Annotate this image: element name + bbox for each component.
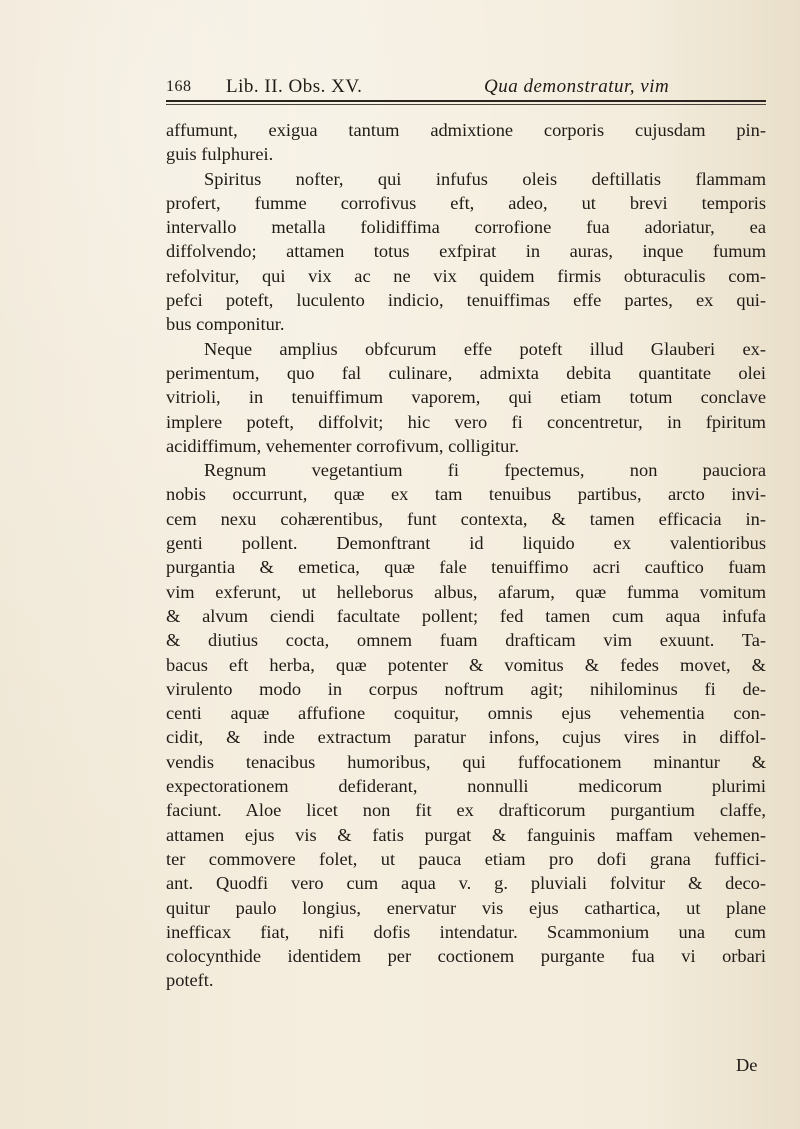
text-line: bacus eft herba, quæ potenter & vomitus & fedes movet, & — [166, 654, 766, 675]
text-line: attamen ejus vis & fatis purgat & fanguinis maffam vehemen- — [166, 824, 766, 845]
running-title-italic: Qua demonstratur, vim — [484, 76, 670, 97]
text-line: quitur paulo longius, enervatur vis ejus cathartica, ut plane — [166, 897, 766, 918]
header-rule — [166, 100, 766, 102]
text-line: virulento modo in corpus noftrum agit; nihilominus fi de- — [166, 678, 766, 699]
text-line: & alvum ciendi facultate pollent; fed tamen cum aqua infufa — [166, 605, 766, 626]
text-line: vim exferunt, ut helleborus albus, afarum, quæ fumma vomitum — [166, 581, 766, 602]
text-line: colocynthide identidem per coctionem purgante fua vi orbari — [166, 946, 766, 967]
text-line: pefci poteft, luculento indicio, tenuiffimas effe partes, ex qui- — [166, 290, 766, 311]
text-line: acidiffimum, vehementer corrofivum, colligitur. — [166, 435, 520, 456]
text-line: Regnum vegetantium fi fpectemus, non pauciora — [204, 460, 766, 481]
text-line: bus componitur. — [166, 314, 285, 335]
text-line: cidit, & inde extractum paratur infons, cujus vires in diffol- — [166, 727, 766, 748]
catchword: De — [736, 1055, 758, 1075]
text-line: profert, fumme corrofivus eft, adeo, ut brevi temporis — [166, 192, 766, 213]
text-line: perimentum, quo fal culinare, admixta debita quantitate olei — [166, 362, 766, 383]
text-line: ant. Quodfi vero cum aqua v. g. pluviali folvitur & deco- — [166, 873, 766, 894]
text-line: implere poteft, diffolvit; hic vero fi concentretur, in fpiritum — [166, 411, 766, 432]
text-line: diffolvendo; attamen totus exfpirat in auras, inque fumum — [166, 241, 766, 262]
text-line: ter commovere folet, ut pauca etiam pro dofi grana fuffici- — [166, 848, 766, 869]
text-line: affumunt, exigua tantum admixtione corporis cujusdam pin- — [166, 120, 766, 140]
text-line: cem nexu cohærentibus, funt contexta, & tamen efficacia in- — [166, 508, 766, 529]
header-rule-thin — [166, 104, 766, 105]
text-line: centi aquæ affufione coquitur, omnis ejus vehementia con- — [166, 703, 766, 724]
text-line: expectorationem defiderant, nonnulli medicorum plurimi — [166, 776, 766, 797]
text-line: guis fulphurei. — [166, 144, 274, 165]
body-text — [166, 118, 766, 993]
text-line: Spiritus nofter, qui infufus oleis deftillatis flammam — [204, 168, 766, 189]
text-line: vitrioli, in tenuiffimum vaporem, qui etiam totum conclave — [166, 387, 766, 408]
text-line: inefficax fiat, nifi dofis intendatur. Scammonium una cum — [166, 921, 766, 942]
page-number: 168 — [166, 78, 192, 95]
text-line: intervallo metalla folidiffima corrofione fua adoriatur, ea — [166, 217, 766, 238]
text-line: poteft. — [166, 970, 214, 991]
page-header — [166, 72, 766, 100]
text-line: & diutius cocta, omnem fuam drafticam vim exuunt. Ta- — [166, 630, 766, 651]
text-line: faciunt. Aloe licet non fit ex drafticorum purgantium claffe, — [166, 800, 766, 821]
text-line: Neque amplius obfcurum effe poteft illud Glauberi ex- — [204, 338, 766, 359]
text-line: refolvitur, qui vix ac ne vix quidem firmis obturaculis com- — [166, 265, 766, 286]
text-line: nobis occurrunt, quæ ex tam tenuibus partibus, arcto invi- — [166, 484, 766, 505]
text-line: vendis tenacibus humoribus, qui fuffocationem minantur & — [166, 751, 766, 772]
text-line: genti pollent. Demonftrant id liquido ex valentioribus — [166, 533, 766, 554]
text-line: purgantia & emetica, quæ fale tenuiffimo acri cauftico fuam — [166, 557, 766, 578]
running-title: Lib. II. Obs. XV. — [226, 76, 363, 97]
